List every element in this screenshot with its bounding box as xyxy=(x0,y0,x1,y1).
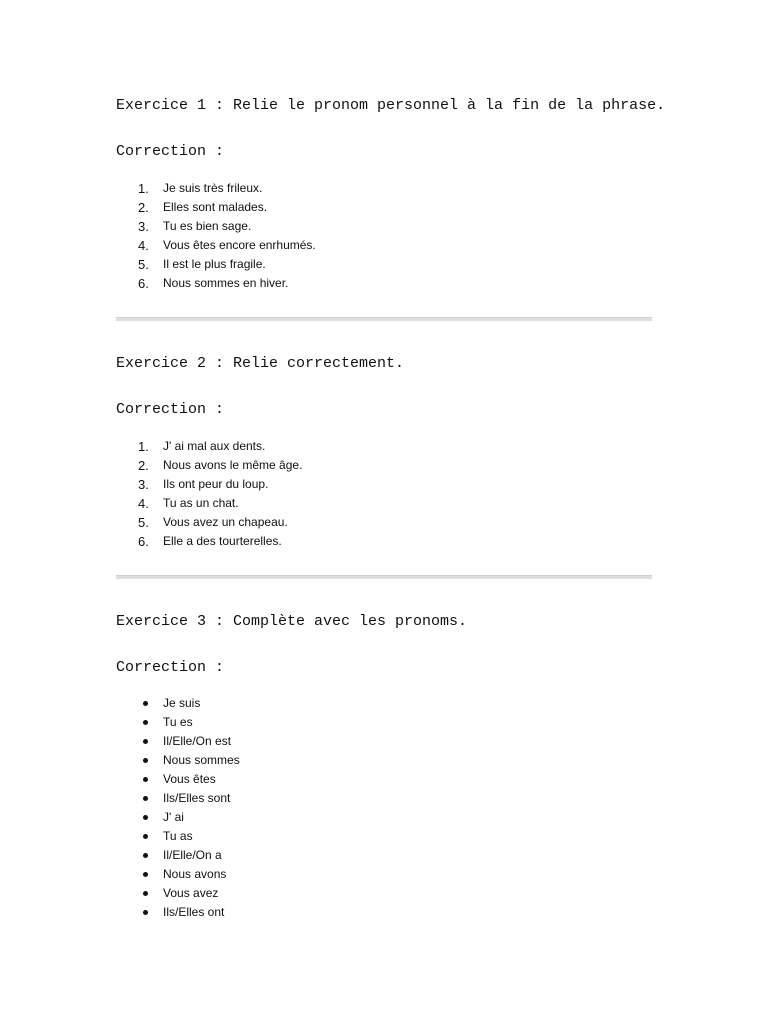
section-divider xyxy=(116,317,652,321)
exercise-2-title: Exercice 2 : Relie correctement. xyxy=(116,355,405,372)
bullet-icon xyxy=(143,815,148,820)
bullet-icon xyxy=(143,910,148,915)
bullet-icon xyxy=(143,891,148,896)
bullet-icon xyxy=(143,720,148,725)
bullet-icon xyxy=(143,853,148,858)
bullet-icon xyxy=(143,872,148,877)
bullet-icon xyxy=(143,777,148,782)
bullet-icon xyxy=(143,739,148,744)
bullet-icon xyxy=(143,701,148,706)
exercise-3-correction-label: Correction : xyxy=(116,659,225,676)
exercise-3-title: Exercice 3 : Complète avec les pronoms. xyxy=(116,613,468,630)
exercise-1-correction-label: Correction : xyxy=(116,143,225,160)
exercise-1-title: Exercice 1 : Relie le pronom personnel à la fin de la phrase. xyxy=(116,97,666,114)
document-page: Exercice 1 : Relie le pronom personnel à la fin de la phrase. Correction : 1. Je suis très frileux. 2. Elles sont malades. 3. Tu es bien sage. 4. Vous êtes encore enrhumés. 5. Il est le plus fragile. 6. Nous sommes en hiver. Exercice 2 : Relie correctement. Correction : 1. J' ai mal aux dents. 2. Nous avons le même âge. 3. Ils ont peur du loup. 4. Tu as un chat. 5. Vous avez un chapeau. 6. Elle a des tourterelles. Exercice 3 : Complète avec les pronoms. Correction : Je suis Tu es Il/Elle/On est Nous sommes Vous êtes Ils/Elles sont J' ai Tu as Il/Elle/On a Nous avons Vous avez Ils/Elles ont xyxy=(116,97,666,919)
section-divider xyxy=(116,575,652,579)
bullet-icon xyxy=(143,834,148,839)
bullet-icon xyxy=(143,796,148,801)
bullet-icon xyxy=(143,758,148,763)
exercise-2-correction-label: Correction : xyxy=(116,401,225,418)
